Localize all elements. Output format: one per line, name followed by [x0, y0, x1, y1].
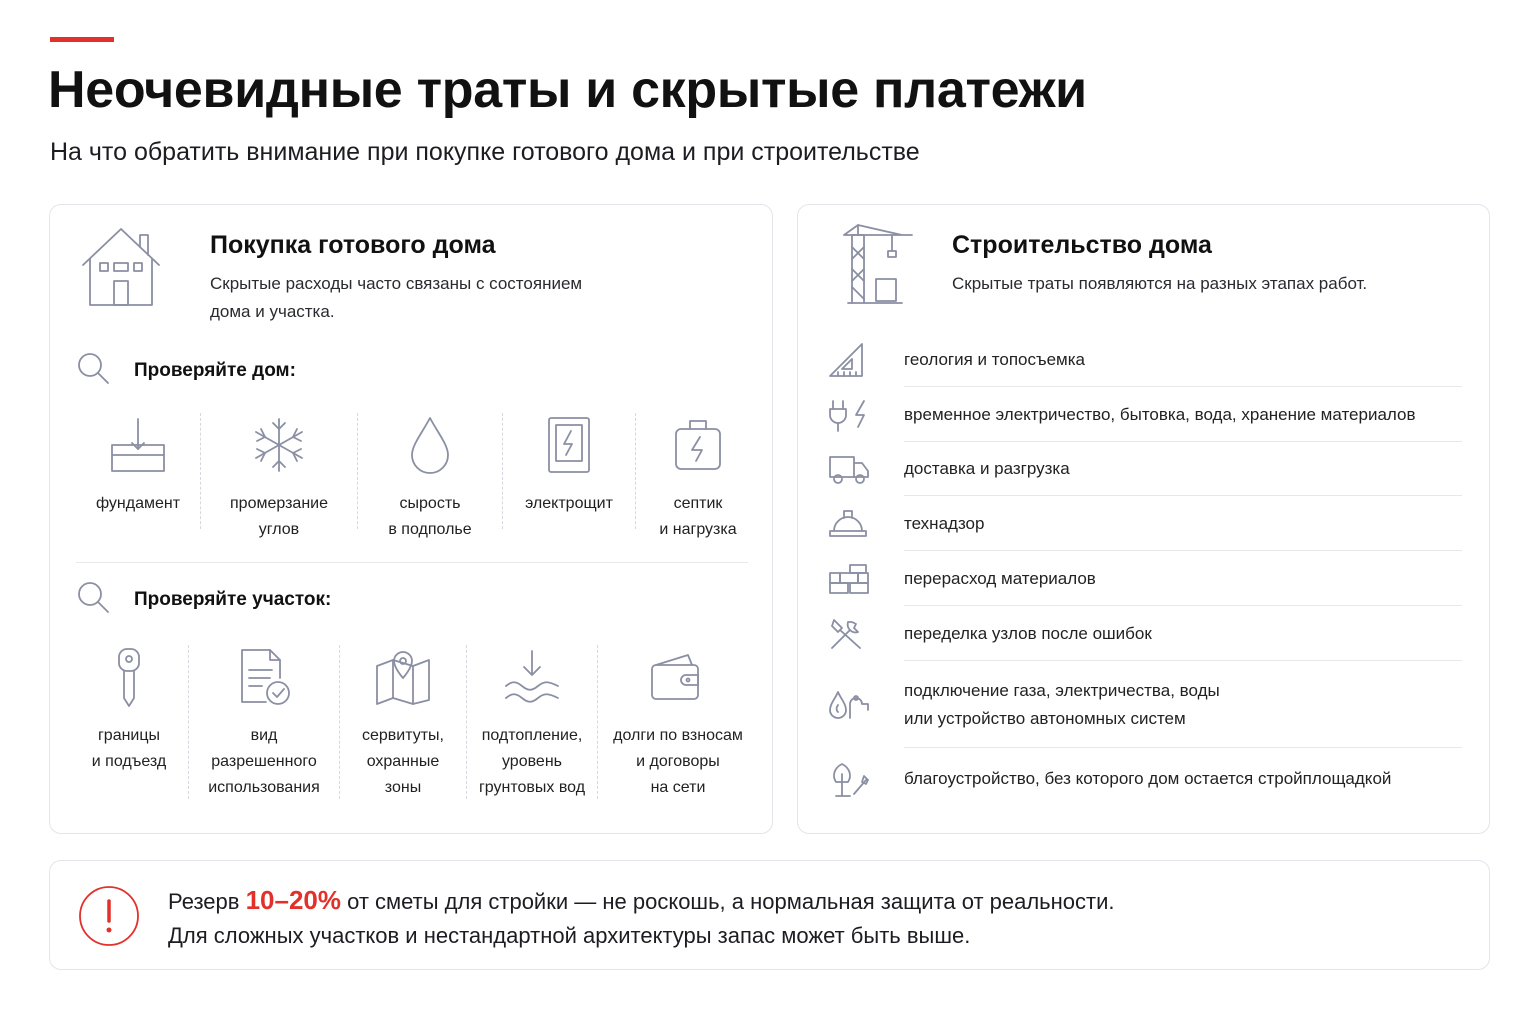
- electrical-panel-icon: [545, 413, 593, 477]
- buy-desc-line-2: дома и участка.: [210, 302, 335, 321]
- check-item-servitudes: [340, 645, 466, 801]
- build-stage-list: [828, 333, 1462, 810]
- flood-water-icon: [502, 645, 562, 709]
- house-icon: [78, 223, 164, 314]
- buy-desc-line-1: Скрытые расходы часто связаны с состоянием: [210, 274, 583, 293]
- plot-check-label: Проверяйте участок:: [134, 588, 332, 610]
- check-item-dampness: [358, 413, 502, 543]
- construction-crane-icon: [842, 221, 914, 310]
- reserve-highlight: 10–20%: [245, 885, 341, 915]
- check-item-label: промерзание углов: [230, 495, 328, 538]
- plot-check-heading: [76, 580, 331, 619]
- utilities-icon: [828, 688, 904, 722]
- foundation-icon: [108, 413, 168, 477]
- check-item-corner-freezing: [201, 413, 357, 543]
- reserve-text-after: от сметы для стройки — не роскошь, а нормальная защита от реальности.: [341, 889, 1115, 914]
- page-title: Неочевидные траты и скрытые платежи: [48, 61, 1087, 119]
- reserve-text-before: Резерв: [168, 889, 246, 914]
- check-item-label: сервитуты, охранные зоны: [361, 727, 444, 796]
- stage-item: [828, 442, 1462, 496]
- house-check-label: Проверяйте дом:: [134, 359, 296, 381]
- wallet-icon: [648, 645, 708, 709]
- stage-text: технадзор: [904, 513, 985, 533]
- reserve-note-text: [168, 883, 1115, 953]
- reserve-line-2: Для сложных участков и нестандартной архитектуры запас может быть выше.: [168, 923, 971, 948]
- build-card-title: Строительство дома: [952, 231, 1212, 259]
- stage-item: [828, 496, 1462, 551]
- check-item-label: сырость в подполье: [388, 495, 472, 538]
- water-drop-icon: [408, 413, 452, 477]
- check-item-label: септик и нагрузка: [659, 495, 737, 538]
- buy-card-description: [210, 270, 582, 326]
- check-item-debts: [598, 645, 758, 801]
- check-item-label: фундамент: [95, 495, 181, 512]
- reserve-note-card: [49, 860, 1490, 970]
- stage-text: перерасход материалов: [904, 568, 1096, 588]
- check-item-permitted-use: [189, 645, 339, 801]
- stage-text: доставка и разгрузка: [904, 459, 1070, 478]
- boundary-stake-icon: [113, 645, 145, 709]
- build-house-card: [797, 204, 1490, 834]
- house-check-heading: [76, 351, 296, 390]
- stage-text: переделка узлов после ошибок: [904, 623, 1152, 643]
- plug-bolt-icon: [828, 397, 904, 433]
- stage-item: [828, 387, 1462, 442]
- check-item-label: границы и подъезд: [91, 727, 167, 770]
- search-icon: [76, 580, 110, 619]
- buy-card-title: Покупка готового дома: [210, 231, 496, 259]
- house-check-grid: [76, 413, 760, 543]
- ruler-triangle-icon: [828, 341, 904, 379]
- check-item-septic: [636, 413, 760, 543]
- check-item-label: вид разрешенного использования: [208, 727, 320, 796]
- stage-item: [828, 606, 1462, 661]
- check-item-label: электрощит: [525, 495, 613, 512]
- snowflake-icon: [251, 413, 307, 477]
- accent-bar: [50, 37, 114, 42]
- map-pin-icon: [373, 645, 433, 709]
- tree-shovel-icon: [828, 760, 904, 798]
- section-divider: [76, 562, 748, 563]
- search-icon: [76, 351, 110, 390]
- stage-item: [828, 661, 1462, 748]
- stage-text: геология и топосъемка: [904, 350, 1086, 369]
- tools-icon: [828, 616, 904, 652]
- stage-item: [828, 748, 1462, 810]
- stage-text: подключение газа, электричества, воды или устройство автономных систем: [904, 680, 1220, 728]
- truck-icon: [828, 453, 904, 485]
- check-item-boundaries: [70, 645, 188, 801]
- check-item-electrical-panel: [503, 413, 635, 543]
- stage-item: [828, 333, 1462, 387]
- document-check-icon: [236, 645, 292, 709]
- stage-text: временное электричество, бытовка, вода, хранение материалов: [904, 404, 1416, 424]
- check-item-flooding: [467, 645, 597, 801]
- reserve-line-1: [168, 883, 1115, 919]
- stage-item: [828, 551, 1462, 606]
- stage-text: благоустройство, без которого дом остается стройплощадкой: [904, 769, 1392, 788]
- buy-house-card: [49, 204, 773, 834]
- plot-check-grid: [70, 645, 758, 801]
- bricks-icon: [828, 563, 904, 595]
- check-item-label: подтопление, уровень грунтовых вод: [478, 727, 586, 796]
- check-item-foundation: [76, 413, 200, 543]
- check-item-label: долги по взносам и договоры на сети: [613, 727, 743, 796]
- exclamation-circle-icon: [78, 885, 140, 952]
- build-card-description: Скрытые траты появляются на разных этапах работ.: [952, 274, 1368, 293]
- hard-hat-icon: [828, 507, 904, 541]
- page-subtitle: На что обратить внимание при покупке готового дома и при строительстве: [50, 138, 920, 166]
- septic-tank-icon: [672, 413, 724, 477]
